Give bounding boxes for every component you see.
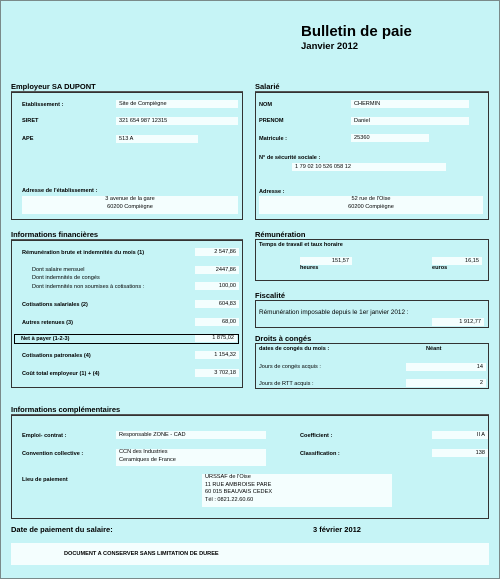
salarie-heading: Salarié [255, 82, 280, 91]
etablissement-label: Etablissement : [22, 102, 64, 108]
secu-value: 1 79 02 10 526 058 12 [292, 163, 446, 171]
salarie-adresse-line2: 60200 Compiègne [348, 203, 394, 210]
employeur-adresse-value [22, 196, 238, 214]
brut-value: 2 547,86 [195, 248, 239, 256]
patronales-label: Cotisations patronales (4) [22, 353, 91, 359]
employeur-adresse-line1: 3 avenue de la gare [105, 196, 155, 202]
convention-label: Convention collective : [22, 451, 84, 457]
siret-value: 321 654 987 12315 [116, 117, 238, 125]
nonsoumis-label: Dont indemnités non soumises à cotisations : [32, 284, 145, 290]
emploi-label: Emploi- contrat : [22, 433, 67, 439]
lieu-line2: 11 RUE AMBROISE PARE [205, 481, 272, 488]
secu-label: N° de sécurité sociale : [259, 155, 321, 161]
emploi-value: Responsable ZONE - CAD [116, 431, 266, 439]
coefficient-value: II A [432, 431, 488, 439]
remuneration-heading: Rémunération [255, 230, 306, 239]
matricule-label: Matricule : [259, 136, 287, 142]
lieu-line1: URSSAF de l'Oise [205, 474, 251, 480]
net-value: 1 875,02 [195, 335, 237, 342]
notice-text: DOCUMENT A CONSERVER SANS LIMITATION DE DUREE [64, 551, 219, 557]
coefficient-label: Coefficient : [300, 433, 333, 439]
dates-conges-value: Néant [426, 346, 442, 352]
etablissement-value: Site de Compiègne [116, 100, 238, 108]
ape-value: 513 A [116, 135, 198, 143]
siret-label: SIRET [22, 118, 39, 124]
remuneration-box [255, 239, 489, 281]
prenom-label: PRENOM [259, 118, 284, 124]
date-paiement-label: Date de paiement du salaire: [11, 525, 113, 534]
lieu-paiement-value [202, 474, 392, 507]
heures-value: 151,57 [300, 257, 352, 265]
salarie-adresse-label: Adresse : [259, 189, 285, 195]
prenom-value: Daniel [351, 117, 469, 125]
net-a-payer-box [14, 334, 239, 344]
nom-value: CHERMIN [351, 100, 469, 108]
salarie-adresse-line1: 52 rue de l'Oise [351, 196, 391, 202]
conges-acquis-label: Jours de congés acquis : [259, 364, 321, 370]
salaire-value: 2447,86 [195, 266, 239, 274]
conges-heading: Droits à congés [255, 334, 312, 343]
ape-label: APE [22, 136, 34, 142]
retenues-label: Autres retenues (3) [22, 320, 73, 326]
fiscalite-box [255, 300, 489, 328]
employeur-box [11, 92, 243, 220]
fiscalite-label: Rémunération imposable depuis le 1er janvier 2012 : [259, 309, 409, 316]
employeur-heading: Employeur SA DUPONT [11, 82, 96, 91]
employeur-adresse-line2: 60200 Compiègne [107, 203, 153, 210]
lieu-line4: Tél : 0821.22.60.60 [205, 496, 254, 503]
salaire-label: Dont salaire mensuel [32, 267, 85, 273]
temps-label: Temps de travail et taux horaire [259, 242, 343, 248]
document-period: Janvier 2012 [301, 41, 359, 52]
matricule-value: 25360 [351, 134, 429, 142]
classification-label: Classification : [300, 451, 340, 457]
date-paiement-value: 3 février 2012 [313, 525, 361, 534]
taux-value: 16,15 [432, 257, 482, 265]
convention-value [116, 449, 266, 466]
dates-conges-label: dates de congés du mois : [259, 346, 330, 352]
heures-label: heures [300, 265, 319, 271]
fiscalite-heading: Fiscalité [255, 291, 286, 300]
employeur-adresse-label: Adresse de l'établissement : [22, 188, 98, 194]
convention-line1: CCN des Industries [119, 449, 168, 455]
complementaires-box [11, 415, 489, 519]
complementaires-heading: Informations complémentaires [11, 405, 121, 414]
document-title: Bulletin de paie [301, 23, 412, 40]
salarie-box [255, 92, 489, 220]
cout-value: 3 702,18 [195, 369, 239, 377]
rtt-acquis-label: Jours de RTT acquis : [259, 381, 314, 387]
nonsoumis-value: 100,00 [195, 282, 239, 290]
nom-label: NOM [259, 102, 273, 108]
rtt-acquis-value: 2 [406, 379, 486, 387]
conges-box [255, 343, 489, 389]
notice-bar [11, 543, 489, 565]
conges-indemnites-label: Dont indemnités de congés [32, 275, 100, 281]
lieu-line3: 60 015 BEAUVAIS CEDEX [205, 489, 273, 495]
cotisations-value: 604,83 [195, 300, 239, 308]
patronales-value: 1 154,32 [195, 351, 239, 359]
brut-label: Rémunération brute et indemnités du mois (1) [22, 250, 145, 256]
salarie-adresse-value [259, 196, 483, 214]
cotisations-label: Cotisations salariales (2) [22, 302, 88, 308]
retenues-value: 68,00 [195, 318, 239, 326]
cout-label: Coût total employeur (1) + (4) [22, 371, 100, 377]
conges-acquis-value: 14 [406, 363, 486, 371]
convention-line2: Ceramiques de France [119, 456, 176, 463]
euros-label: euros [432, 265, 448, 271]
finances-heading: Informations financières [11, 230, 99, 239]
classification-value: 138 [432, 449, 488, 457]
net-label: Net à payer (1-2-3) [21, 336, 70, 342]
finances-box [11, 240, 243, 388]
lieu-paiement-label: Lieu de paiement [22, 477, 68, 483]
fiscalite-value: 1 912,77 [432, 318, 484, 326]
